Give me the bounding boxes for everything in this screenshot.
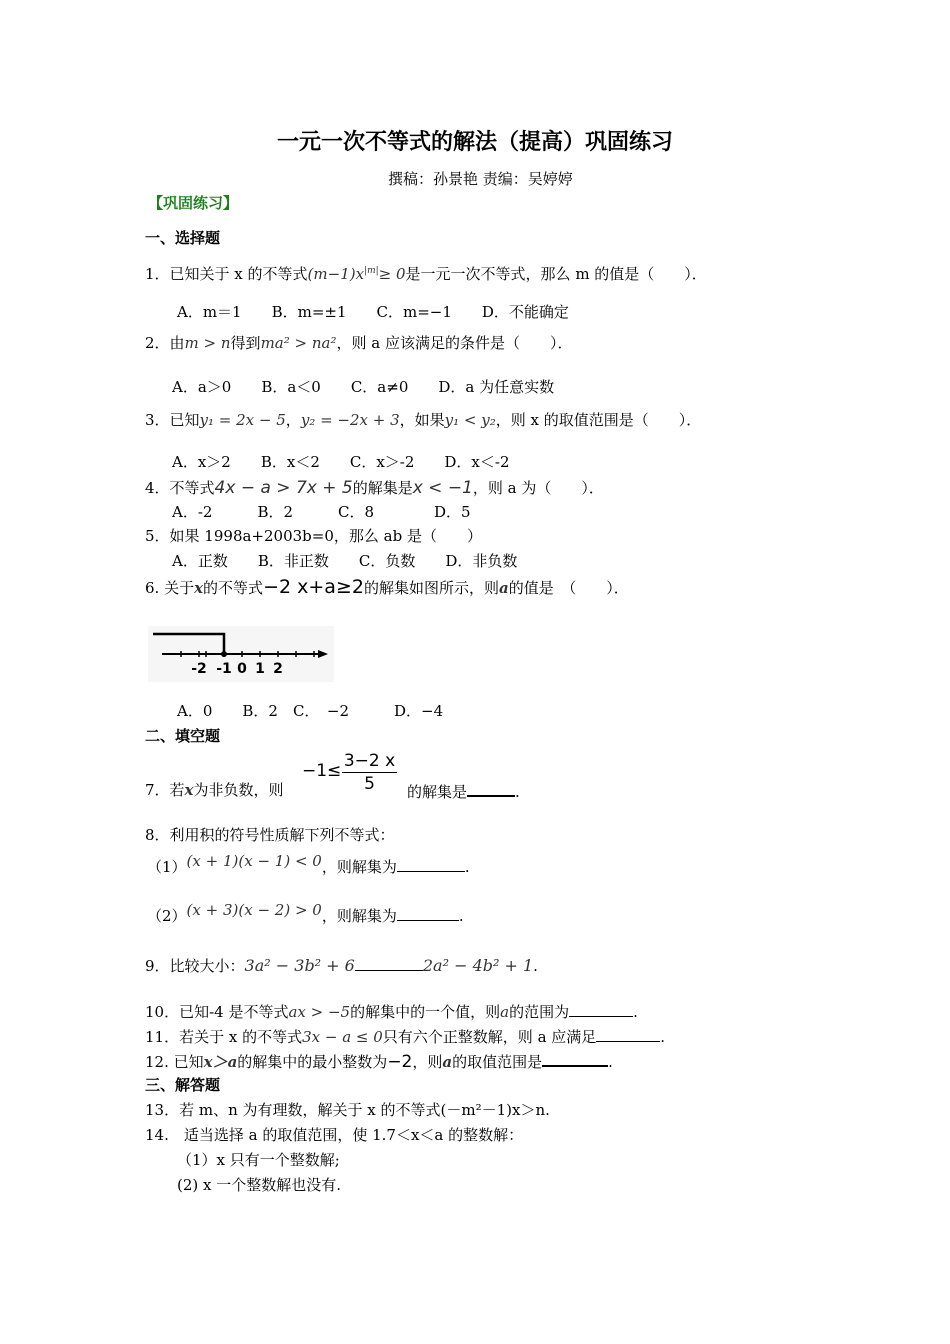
q4-prefix: 4．不等式	[145, 479, 215, 497]
q7-numerator: 3−2 x	[343, 751, 396, 771]
q7-suffix: 的解集是	[407, 783, 468, 801]
q12-suffix: 的取值范围是	[452, 1053, 543, 1071]
q14-part-1: （1）x 只有一个整数解;	[177, 1151, 340, 1169]
q12-formula: x＞a	[203, 1053, 238, 1071]
question-11	[145, 1027, 665, 1046]
q12-variable-a: a	[442, 1053, 453, 1071]
q6-middle-2: 的解集如图所示，则	[363, 579, 499, 597]
q8-part-1	[147, 852, 470, 876]
q14-part-2: (2) x 一个整数解也没有.	[177, 1176, 342, 1194]
q4-formula-2: x < −1	[412, 478, 473, 498]
question-4	[145, 479, 604, 497]
q10-formula: ax > −5	[288, 1003, 351, 1021]
q11-formula: 3x − a ≤ 0	[302, 1028, 383, 1046]
q6-variable-a: a	[498, 579, 509, 597]
q7-denominator: 5	[364, 774, 375, 794]
q6-options: A．0 B．2 C． −2 D．−4	[177, 702, 444, 720]
q7-variable-x: x	[184, 781, 194, 799]
q7-middle: 为非负数，则	[193, 781, 284, 799]
q1-options: A．m＝1 B．m=±1 C．m=−1 D．不能确定	[177, 303, 569, 321]
q3-formula-3: y₁ < y₂	[444, 411, 496, 429]
question-14: 14. 适当选择 a 的取值范围，使 1.7＜x＜a 的整数解：	[145, 1126, 524, 1144]
q12-prefix: 12. 已知	[145, 1053, 204, 1071]
q2-prefix: 2．由	[145, 334, 185, 352]
tick-label: -2	[191, 661, 207, 677]
tick-label: 0	[237, 661, 247, 677]
q1-formula-rhs: ≥ 0	[378, 265, 406, 283]
section-heading-fill: 二、填空题	[145, 727, 221, 745]
page-title: 一元一次不等式的解法（提高）巩固练习	[276, 129, 673, 155]
q6-formula: −2 x+a≥2	[263, 576, 364, 598]
q3-prefix: 3．已知	[145, 411, 200, 429]
question-6	[145, 578, 629, 597]
q10-suffix: 的范围为	[509, 1003, 570, 1021]
q1-formula-exponent: |m|	[364, 266, 379, 276]
q10-end: .	[633, 1003, 638, 1021]
section-heading-solve: 三、解答题	[145, 1076, 221, 1094]
question-13: 13．若 m、n 为有理数，解关于 x 的不等式(－m²－1)x＞n.	[145, 1101, 550, 1119]
q8-part-2	[147, 901, 464, 925]
q9-prefix: 9．比较大小：	[145, 957, 245, 975]
q4-formula-1: 4x − a > 7x + 5	[214, 478, 353, 498]
tick-label: 1	[255, 661, 265, 677]
q10-prefix: 10．已知-4 是不等式	[145, 1003, 289, 1021]
q4-middle: 的解集是	[352, 479, 413, 497]
q7-prefix: 7．若	[145, 781, 185, 799]
q7-end: .	[515, 783, 520, 801]
q6-variable-x: x	[194, 579, 204, 597]
q3-middle: ，如果	[399, 411, 445, 429]
q2-formula-2: ma² > na²	[260, 334, 337, 352]
q10-answer-blank[interactable]	[569, 1002, 633, 1017]
q12-middle-2: ，则	[412, 1053, 443, 1071]
q8-p1-answer-blank[interactable]	[397, 857, 465, 872]
q5-options: A．正数 B．非正数 C．负数 D．非负数	[172, 552, 518, 570]
q7-fraction	[342, 750, 397, 795]
q12-answer-blank[interactable]	[542, 1051, 608, 1067]
q3-formula-2: y₂ = −2x + 3	[300, 411, 400, 429]
q8-p1-formula: (x + 1)(x − 1) < 0	[186, 852, 322, 870]
q7-answer-blank[interactable]	[467, 781, 515, 797]
q6-prefix: 6. 关于	[145, 579, 195, 597]
q12-end: .	[608, 1053, 613, 1071]
q7-tail	[407, 781, 520, 801]
q1-suffix: 是一元一次不等式，那么 m 的值是（ ）．	[405, 265, 707, 283]
q8-p2-formula: (x + 3)(x − 2) > 0	[186, 901, 322, 919]
question-5: 5．如果 1998a+2003b=0，那么 ab 是（ ）	[145, 527, 482, 545]
q1-formula: (m−1)x	[307, 265, 365, 283]
q9-formula-2: 2a² − 4b² + 1	[422, 956, 534, 975]
q3-separator: ，	[285, 411, 301, 429]
q9-formula-1: 3a² − 3b² + 6	[244, 956, 355, 975]
q8-p1-end: .	[464, 858, 470, 876]
q9-end: .	[533, 957, 538, 975]
q10-middle: 的解集中的一个值，则	[350, 1003, 501, 1021]
q4-options: A．-2 B．2 C．8 D．5	[172, 503, 471, 521]
q11-prefix: 11．若关于 x 的不等式	[145, 1028, 303, 1046]
question-8: 8．利用积的符号性质解下列不等式：	[145, 826, 395, 844]
question-3	[145, 411, 701, 429]
question-1	[145, 262, 707, 283]
q2-options: A．a＞0 B．a＜0 C．a≠0 D．a 为任意实数	[172, 378, 555, 396]
q8-p2-answer-blank[interactable]	[397, 906, 459, 921]
q2-suffix: ，则 a 应该满足的条件是（ ）．	[336, 334, 573, 352]
question-7	[145, 781, 284, 799]
q10-variable-a: a	[500, 1003, 510, 1021]
q12-middle: 的解集中的最小整数为	[237, 1053, 388, 1071]
question-10	[145, 1002, 638, 1021]
q2-middle: 得到	[230, 334, 261, 352]
q8-p2-suffix: ，则解集为	[321, 907, 397, 925]
q6-middle-1: 的不等式	[203, 579, 264, 597]
q11-suffix: 只有六个正整数解，则 a 应满足	[382, 1028, 597, 1046]
q11-answer-blank[interactable]	[596, 1027, 660, 1042]
tick-label: 2	[273, 661, 283, 677]
byline: 撰稿：孙景艳 责编：吴婷婷	[388, 170, 573, 188]
q6-suffix: 的值是 （ ）．	[508, 579, 629, 597]
question-9	[145, 956, 538, 975]
q8-p2-label: （2）	[147, 907, 187, 925]
q2-formula-1: m > n	[184, 334, 231, 352]
q12-value: −2	[387, 1052, 413, 1072]
number-line-figure	[148, 626, 334, 682]
section-heading-choice: 一、选择题	[145, 229, 221, 247]
question-2	[145, 334, 572, 352]
q11-end: .	[660, 1028, 666, 1046]
q7-formula-lhs: −1≤	[302, 761, 342, 781]
q3-options: A．x＞2 B．x＜2 C．x＞-2 D．x＜-2	[172, 453, 510, 471]
q8-p2-end: .	[458, 907, 464, 925]
q1-prefix: 1．已知关于 x 的不等式	[145, 265, 308, 283]
question-12	[145, 1051, 613, 1071]
q3-formula-1: y₁ = 2x − 5	[199, 411, 286, 429]
q3-suffix: ，则 x 的取值范围是（ ）．	[495, 411, 702, 429]
q9-answer-blank[interactable]	[355, 956, 423, 971]
tick-label: -1	[216, 661, 232, 677]
q8-p1-label: （1）	[147, 858, 187, 876]
section-tag: 【巩固练习】	[148, 194, 239, 212]
q4-suffix: ，则 a 为（ ）．	[472, 479, 604, 497]
q8-p1-suffix: ，则解集为	[321, 858, 397, 876]
